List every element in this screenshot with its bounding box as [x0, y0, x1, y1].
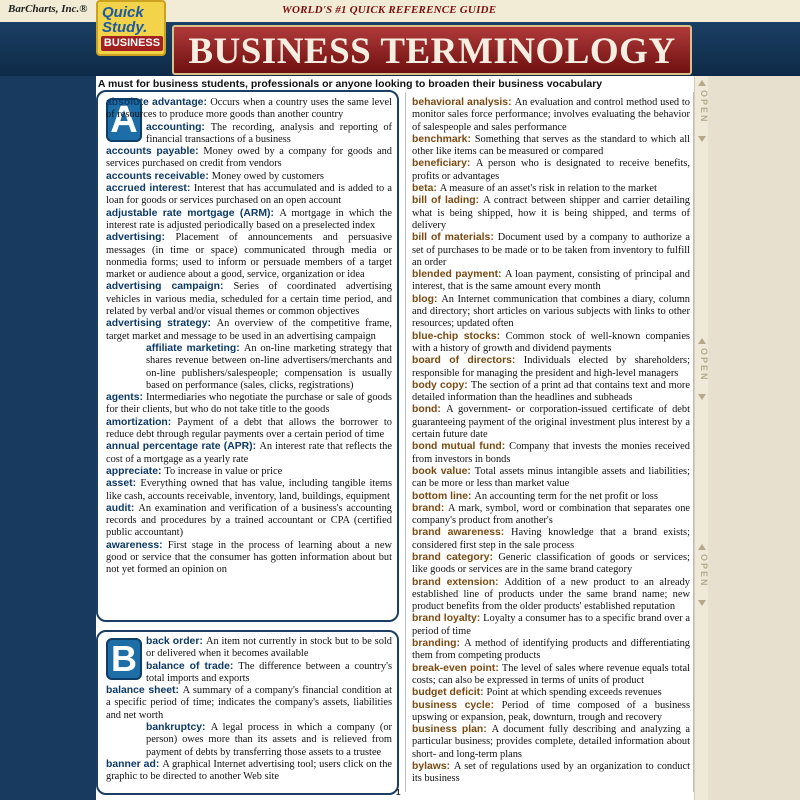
glossary-entry: bond mutual fund: Company that invests the monies received from investors in bonds — [412, 441, 690, 465]
entry-definition: A summary of a company's financial condition at a specific period of time; indicates the company's assets, liabilities and net worth — [106, 685, 392, 721]
entry-definition: Generic classification of goods or services; like goods or services are in the same brand category — [412, 551, 690, 576]
entry-term: bill of materials — [412, 232, 491, 244]
glossary-entry: accounts payable: Money owed by a company for goods and services purchased on credit from vendors — [106, 146, 392, 170]
entry-definition: The level of sales where revenue equals total costs; can also be expressed in terms of units of product — [412, 662, 690, 686]
entry-term: affiliate marketing — [146, 342, 237, 354]
entry-term: bankruptcy — [146, 722, 203, 734]
glossary-entry: awareness: First stage in the process of learning about a new good or service that the consumer has gotten information about but not yet formed an opinion on — [106, 539, 392, 576]
glossary-entry: brand extension: Addition of a new product to an already established line of products under the same brand name; new product benefits from the older products' established reputation — [412, 576, 690, 613]
entry-term: brand awareness — [412, 527, 501, 539]
entry-definition: Payment of a debt that allows the borrower to reduce debt through regular payments over a certain period of time — [106, 416, 392, 441]
glossary-entry: appreciate: To increase in value or price — [106, 465, 283, 477]
glossary-entry: advertising: Placement of announcements and persuasive messages (in time or space) communicated through media or nonmedia forms; used to inform or persuade members of a target market or audience about a good, service, organization or idea — [106, 232, 392, 281]
glossary-entry: brand: A mark, symbol, word or combination that separates one company's product from another's — [412, 502, 691, 527]
entry-definition: The difference between a country's total imports and exports — [146, 660, 392, 684]
glossary-entry: advertising strategy: An overview of the competitive frame, target market and message to be used in an advertising campaign — [106, 318, 392, 342]
glossary-entry: body copy: The section of a print ad that contains text and more detailed information than the headlines and subheads — [412, 379, 690, 404]
entry-definition: A graphical Internet advertising tool; users click on the graphic to be directed to another Web site — [106, 758, 393, 783]
glossary-entry: affiliate marketing: An on-line marketing strategy that shares revenue between on-line advertisers/merchants and on-line publishers/salespeople; compensation is usually based on performance (sales, clicks, registrations) — [146, 342, 392, 391]
glossary-entry: book value: Total assets minus intangible assets and liabilities; can be more or less than market value — [412, 465, 690, 490]
entry-term: accounts payable — [106, 146, 196, 158]
entry-definition: A person who is designated to receive benefits, profits or advantages — [412, 158, 690, 182]
entry-term: blended payment — [412, 269, 499, 281]
glossary-entry: accounting: The recording, analysis and reporting of financial transactions of a business — [146, 121, 392, 145]
glossary-entry: bylaws: A set of regulations used by an organization to conduct its business — [412, 761, 690, 785]
logo-line-2: Study. — [102, 19, 148, 36]
entry-definition: Placement of announcements and persuasive messages (in time or space) communicated through media or nonmedia forms; used to inform or persuade members of a target market or audience about a good, service, organization or idea — [106, 232, 392, 281]
entry-definition: A set of regulations used by an organization to conduct its business — [412, 761, 690, 785]
glossary-entry: board of directors: Individuals elected by shareholders; responsible for managing the president and high-level managers — [412, 355, 690, 379]
glossary-entry: benchmark: Something that serves as the standard to which all other like items can be measured or compared — [412, 133, 690, 158]
entry-term: beta — [412, 183, 434, 195]
glossary-entry: branding: A method of identifying products and differentiating them from competing products — [412, 638, 690, 662]
entry-definition: A legal process in which a company (or person) owes more than its assets and is relieved from payment of debts by transferring those assets to a trustee — [146, 722, 392, 758]
glossary-entry: beta: A measure of an asset's risk in relation to the market — [412, 183, 657, 195]
glossary-entry: absolute advantage: Occurs when a country uses the same level of resources to produce more goods than another country — [106, 97, 392, 121]
glossary-entry: bottom line: An accounting term for the net profit or loss — [412, 490, 658, 502]
entry-term: appreciate — [106, 465, 158, 477]
logo-text — [102, 5, 147, 35]
entry-definition: To increase in value or price — [164, 465, 283, 477]
entry-definition: Occurs when a country uses the same level of resources to produce more goods than another country — [106, 97, 392, 121]
glossary-entry: bankruptcy: A legal process in which a company (or person) owes more than its assets and is relieved from payment of debts by transferring those assets to a trustee — [146, 722, 392, 758]
entry-term: brand category — [412, 551, 490, 563]
entry-definition: An interest rate that reflects the cost of a mortgage as a yearly rate — [106, 441, 392, 465]
glossary-entry: bill of materials: Document used by a company to authorize a set of purchases to be made or to be taken from inventory to fulfill an order — [412, 232, 690, 268]
entry-definition: Intermediaries who negotiate the purchase or sale of goods for their clients, but who do not take title to the goods — [106, 392, 392, 416]
entry-term: brand extension — [412, 576, 496, 588]
entry-definition: Interest that has accumulated and is added to a loan for goods or services purchased on an open account — [106, 183, 392, 207]
entry-definition: An examination and verification of a business's accounting records and procedures by a trained accountant or CPA (certified public accountant) — [106, 502, 392, 539]
entry-term: bylaws — [412, 761, 447, 773]
entry-definition: Series of coordinated advertising vehicles in various media, scheduled for a certain time period, and related by verbal and/or visual themes or common objectives — [106, 281, 392, 318]
entry-definition: An item not currently in stock but to be sold or delivered when it becomes available — [146, 636, 392, 660]
glossary-entry: balance of trade: The difference between a country's total imports and exports — [146, 660, 392, 684]
glossary-entry: balance sheet: A summary of a company's financial condition at a specific period of time; indicates the company's assets, liabilities and net worth — [106, 685, 392, 721]
entry-term: adjustable rate mortgage (ARM) — [106, 207, 271, 219]
section-letter-a: A — [106, 98, 142, 142]
arrow-down-icon — [698, 600, 706, 606]
entry-term: audit — [106, 502, 131, 514]
entry-definition: Document used by a company to authorize a set of purchases to be made or to be taken from inventory to fulfill an order — [412, 232, 690, 268]
entry-term: beneficiary — [412, 158, 467, 170]
entry-term: branding — [412, 638, 457, 650]
entry-term: back order — [146, 636, 200, 647]
entry-term: budget deficit — [412, 687, 481, 699]
publisher-name: BarCharts, Inc.® — [8, 3, 88, 15]
entry-term: blue-chip stocks — [412, 330, 497, 342]
entry-definition: A measure of an asset's risk in relation to the market — [439, 183, 657, 195]
glossary-entry: blue-chip stocks: Common stock of well-known companies with a history of growth and dividend payments — [412, 330, 690, 354]
glossary-entry: banner ad: A graphical Internet advertising tool; users click on the graphic to be directed to another Web site — [106, 758, 393, 783]
entry-term: accrued interest — [106, 183, 187, 195]
entry-definition: Common stock of well-known companies with a history of growth and dividend payments — [412, 330, 690, 354]
entry-term: business cycle — [412, 699, 491, 711]
right-column — [405, 92, 694, 792]
glossary-entry: brand category: Generic classification of goods or services; like goods or services are in the same brand category — [412, 551, 690, 576]
entry-definition: Point at which spending exceeds revenues — [486, 687, 662, 699]
entry-term: bottom line — [412, 490, 468, 502]
entry-term: accounting — [146, 121, 202, 133]
glossary-entry: accrued interest: Interest that has accumulated and is added to a loan for goods or services purchased on an open account — [106, 183, 392, 207]
entry-definition: Company that invests the monies received from investors in bonds — [412, 441, 690, 465]
entry-definition: A mortgage in which the interest rate is adjusted periodically based on a preselected index — [106, 207, 392, 231]
entry-term: business plan — [412, 724, 484, 736]
glossary-entry: bill of lading: A contract between shipper and carrier detailing what is being shipped, how it is being shipped, and terms of delivery — [412, 195, 690, 231]
entry-term: brand loyalty — [412, 613, 477, 625]
open-label: OPEN — [699, 90, 709, 124]
glossary-entry: accounts receivable: Money owed by customers — [106, 170, 324, 182]
entry-term: agents — [106, 392, 140, 404]
glossary-entry: budget deficit: Point at which spending exceeds revenues — [412, 687, 662, 699]
glossary-entry: beneficiary: A person who is designated to receive benefits, profits or advantages — [412, 158, 690, 182]
entry-term: benchmark — [412, 133, 468, 145]
entry-definition: The section of a print ad that contains text and more detailed information than the headlines and subheads — [412, 379, 690, 404]
arrow-up-icon — [698, 338, 706, 344]
right-column-entries — [412, 97, 690, 786]
entry-definition: An on-line marketing strategy that shares revenue between on-line advertisers/merchants and on-line publishers/salespeople; compensation is usually based on performance (sales, clicks, registrations) — [146, 342, 392, 391]
glossary-entry: blog: An Internet communication that combines a diary, column and directory; short articles on various subjects with links to other resources; updated often — [412, 293, 690, 330]
entry-definition: Something that serves as the standard to which all other like items can be measured or compared — [412, 133, 690, 158]
entry-term: absolute advantage — [106, 97, 204, 108]
page-number: 1 — [396, 788, 401, 797]
entry-term: bond — [412, 404, 438, 416]
entry-definition: Money owed by a company for goods and services purchased on credit from vendors — [106, 146, 392, 170]
glossary-entry: business cycle: Period of time composed of a business upswing or expansion, peak, downturn, trough and recovery — [412, 699, 690, 723]
entry-definition: An Internet communication that combines a diary, column and directory; short articles on various subjects with links to other resources; updated often — [412, 293, 690, 330]
entry-definition: Addition of a new product to an already established line of products under the same brand name; new product benefits from the older products' established reputation — [412, 576, 690, 613]
open-strip[interactable] — [694, 76, 708, 800]
entry-term: bill of lading — [412, 195, 476, 207]
arrow-down-icon — [698, 394, 706, 400]
section-a-card — [96, 90, 399, 622]
entry-definition: The recording, analysis and reporting of financial transactions of a business — [146, 121, 392, 145]
entry-term: book value — [412, 465, 468, 477]
entry-definition: Loyalty a consumer has to a specific brand over a period of time — [412, 613, 690, 637]
arrow-up-icon — [698, 544, 706, 550]
glossary-entry: break-even point: The level of sales where revenue equals total costs; can also be expressed in terms of units of product — [412, 662, 690, 686]
glossary-entry: adjustable rate mortgage (ARM): A mortgage in which the interest rate is adjusted periodically based on a preselected index — [106, 207, 392, 231]
glossary-entry: agents: Intermediaries who negotiate the purchase or sale of goods for their clients, but who do not take title to the goods — [106, 392, 392, 416]
glossary-entry: business plan: A document fully describing and analyzing a particular business; provides complete, detailed information about short- and long-term plans — [412, 724, 690, 760]
entry-term: brand — [412, 502, 441, 514]
section-b-card — [96, 630, 399, 795]
glossary-entry: brand loyalty: Loyalty a consumer has to a specific brand over a period of time — [412, 613, 690, 637]
glossary-entry: blended payment: A loan payment, consisting of principal and interest, that is the same amount every month — [412, 269, 690, 293]
entry-term: accounts receivable — [106, 170, 206, 182]
entry-definition: Having knowledge that a brand exists; considered first step in the sale process — [412, 527, 690, 551]
arrow-up-icon — [698, 80, 706, 86]
entry-definition: A mark, symbol, word or combination that separates one company's product from another's — [412, 502, 691, 527]
entry-term: bond mutual fund — [412, 441, 502, 453]
entry-term: advertising campaign — [106, 281, 220, 293]
entry-definition: An accounting term for the net profit or loss — [474, 490, 658, 502]
entry-definition: A method of identifying products and differentiating them from competing products — [412, 638, 690, 662]
quickstudy-logo — [96, 0, 166, 56]
glossary-entry: asset: Everything owned that has value, including tangible items like cash, accounts receivable, inventory, land, buildings, equipment — [106, 478, 392, 502]
logo-subject: BUSINESS — [101, 36, 163, 51]
entry-term: balance sheet — [106, 685, 176, 697]
glossary-entry: back order: An item not currently in stock but to be sold or delivered when it becomes available — [146, 636, 392, 660]
left-color-band — [0, 76, 96, 800]
entry-term: asset — [106, 478, 133, 490]
entry-term: annual percentage rate (APR) — [106, 441, 253, 453]
glossary-entry: advertising campaign: Series of coordinated advertising vehicles in various media, scheduled for a certain time period, and related by verbal and/or visual themes or common objectives — [106, 281, 392, 318]
glossary-entry: brand awareness: Having knowledge that a brand exists; considered first step in the sale process — [412, 527, 690, 551]
tagline: WORLD'S #1 QUICK REFERENCE GUIDE — [282, 4, 497, 16]
glossary-entry: behavioral analysis: An evaluation and control method used to monitor sales force performance; involves evaluating the behavior of salespeople and sales performance — [412, 97, 690, 133]
entry-definition: Total assets minus intangible assets and liabilities; can be more or less than market value — [412, 465, 690, 490]
arrow-down-icon — [698, 136, 706, 142]
entry-definition: First stage in the process of learning about a new good or service that the consumer has gotten information about but not yet formed an opinion on — [106, 539, 392, 576]
entry-term: break-even point — [412, 662, 496, 674]
entry-term: advertising strategy — [106, 318, 208, 330]
entry-term: body copy — [412, 379, 465, 391]
entry-definition: A loan payment, consisting of principal and interest, that is the same amount every month — [412, 269, 690, 293]
entry-term: behavioral analysis — [412, 97, 509, 108]
glossary-entry: audit: An examination and verification of a business's accounting records and procedures by a trained accountant or CPA (certified public accountant) — [106, 502, 392, 539]
entry-term: blog — [412, 293, 434, 305]
entry-term: awareness — [106, 539, 160, 551]
entry-definition: A document fully describing and analyzing a particular business; provides complete, detailed information about short- and long-term plans — [412, 724, 690, 760]
entry-definition: Everything owned that has value, including tangible items like cash, accounts receivable, inventory, land, buildings, equipment — [106, 478, 392, 502]
entry-term: advertising — [106, 232, 162, 244]
entry-term: balance of trade — [146, 660, 230, 672]
glossary-entry: amortization: Payment of a debt that allows the borrower to reduce debt through regular payments over a certain period of time — [106, 416, 392, 441]
logo-line-1: Quick — [102, 4, 144, 21]
entry-term: banner ad — [106, 758, 156, 770]
entry-definition: Individuals elected by shareholders; responsible for managing the president and high-level managers — [412, 355, 690, 379]
open-label: OPEN — [699, 348, 709, 382]
page-subtitle: A must for business students, professionals or anyone looking to broaden their business vocabulary — [97, 78, 603, 90]
entry-definition: Period of time composed of a business upswing or expansion, peak, downturn, trough and recovery — [412, 699, 690, 723]
glossary-entry: annual percentage rate (APR): An interest rate that reflects the cost of a mortgage as a yearly rate — [106, 441, 392, 465]
entry-definition: A government- or corporation-issued certificate of debt guaranteeing payment of the original investment plus interest by a certain future date — [412, 404, 690, 441]
open-label: OPEN — [699, 554, 709, 588]
title-banner — [172, 25, 692, 75]
entry-term: amortization — [106, 416, 168, 428]
page-title: BUSINESS TERMINOLOGY — [188, 31, 676, 72]
entry-term: board of directors — [412, 355, 512, 367]
entry-definition: Money owed by customers — [211, 170, 324, 182]
glossary-entry: bond: A government- or corporation-issued certificate of debt guaranteeing payment of the original investment plus interest by a certain future date — [412, 404, 690, 441]
section-b-entries — [106, 636, 392, 784]
section-a-entries — [106, 97, 392, 577]
entry-definition: A contract between shipper and carrier detailing what is being shipped, how it is being shipped, and terms of delivery — [412, 195, 690, 231]
entry-definition: An evaluation and control method used to monitor sales force performance; involves evaluating the behavior of salespeople and sales performance — [412, 97, 690, 133]
section-letter-b: B — [106, 638, 142, 680]
open-flap[interactable] — [694, 76, 800, 800]
entry-definition: An overview of the competitive frame, target market and message to be used in an advertising campaign — [106, 318, 392, 342]
